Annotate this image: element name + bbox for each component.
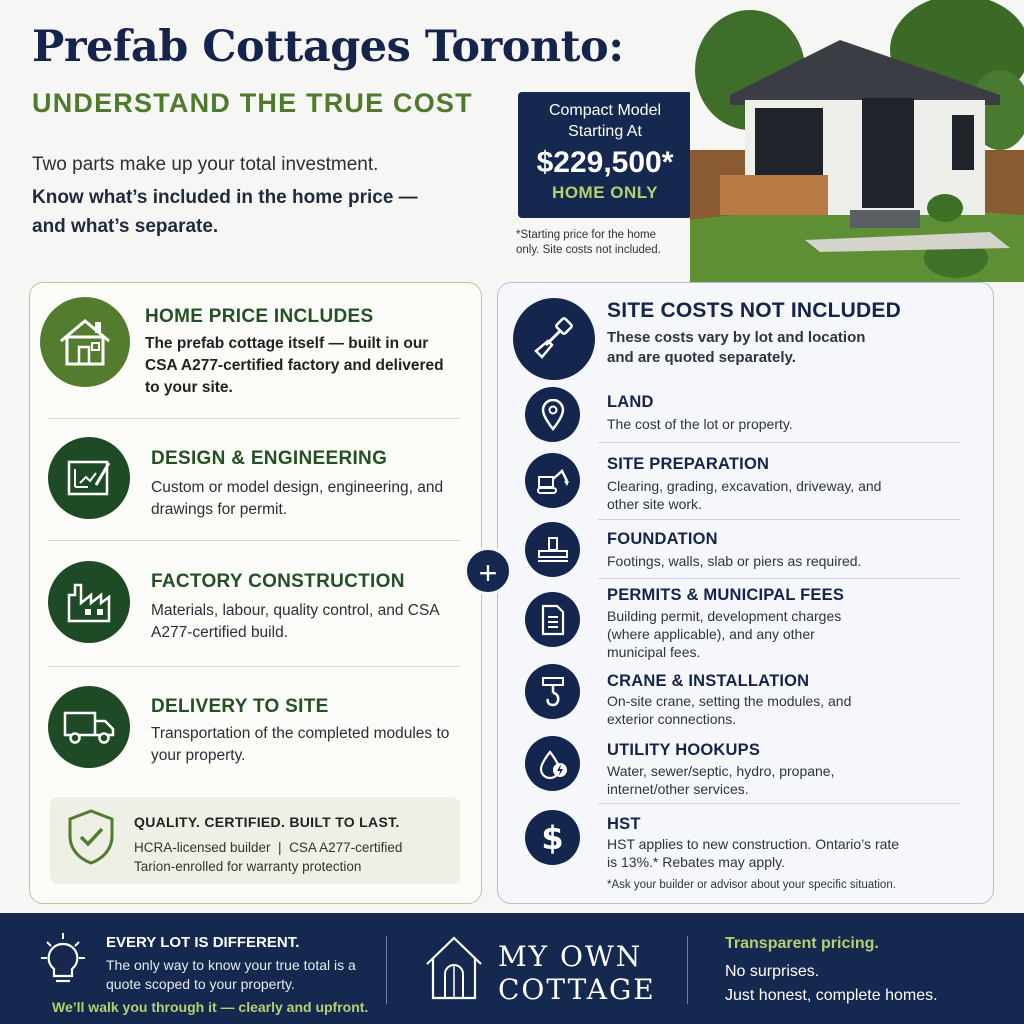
- shield-check-icon: [66, 808, 116, 866]
- location-pin-icon: [525, 387, 580, 442]
- item-title: DESIGN & ENGINEERING: [151, 448, 388, 469]
- price-note: *Starting price for the home only. Site costs not included.: [516, 229, 661, 256]
- item-text: Building permit, development charges (where applicable), and any other municipal fees.: [607, 608, 842, 660]
- intro-text: Two parts make up your total investment.: [32, 154, 379, 175]
- foundation-icon: [525, 522, 580, 577]
- house-icon: [40, 297, 130, 387]
- item-text: Custom or model design, engineering, and drawings for permit.: [151, 479, 444, 518]
- item-title: UTILITY HOOKUPS: [607, 741, 761, 759]
- footer-tagline-green: Transparent pricing.: [725, 935, 879, 952]
- item-text: Materials, labour, quality control, and CSA A277-certified build.: [151, 602, 439, 641]
- item-text: Transportation of the completed modules to your property.: [151, 725, 450, 764]
- document-icon: [525, 592, 580, 647]
- item-title: PERMITS & MUNICIPAL FEES: [607, 586, 845, 604]
- quality-line: HCRA-licensed builder | CSA A277-certified: [134, 840, 403, 855]
- page-subtitle: UNDERSTAND THE TRUE COST: [32, 88, 473, 118]
- footer-heading: EVERY LOT IS DIFFERENT.: [106, 934, 300, 951]
- site-costs-heading: SITE COSTS NOT INCLUDED: [607, 299, 901, 322]
- item-title: HST: [607, 815, 641, 833]
- tagline-line: Just honest, complete homes.: [725, 987, 938, 1004]
- site-costs-text: These costs vary by lot and location and are quoted separately.: [607, 329, 866, 366]
- price-label: Compact Model Starting At: [548, 102, 662, 140]
- tagline-line: No surprises.: [725, 963, 820, 980]
- home-price-text: The prefab cottage itself — built in our CSA A277-certified factory and delivered to your site.: [145, 335, 444, 396]
- quality-heading: QUALITY. CERTIFIED. BUILT TO LAST.: [134, 814, 400, 830]
- footer-divider: [687, 936, 688, 1004]
- shovel-icon: [513, 298, 595, 380]
- footer-divider: [386, 936, 387, 1004]
- item-text: HST applies to new construction. Ontario’s rate is 13%.* Rebates may apply.: [607, 836, 900, 870]
- plus-icon: +: [464, 547, 512, 595]
- item-title: CRANE & INSTALLATION: [607, 672, 810, 690]
- divider: [598, 803, 960, 804]
- price-value: $229,500*: [536, 146, 674, 179]
- page-title: Prefab Cottages Toronto:: [32, 22, 624, 72]
- item-title: SITE PREPARATION: [607, 455, 770, 473]
- lightbulb-icon: [33, 930, 93, 994]
- factory-icon: [48, 561, 130, 643]
- dollar-icon: $: [525, 810, 580, 865]
- divider: [598, 519, 960, 520]
- crane-hook-icon: [525, 664, 580, 719]
- intro-bold-text: Know what’s included in the home price — and what’s separate.: [32, 187, 418, 237]
- item-text: Footings, walls, slab or piers as required.: [607, 553, 862, 569]
- item-text: Clearing, grading, excavation, driveway, and other site work.: [607, 478, 882, 512]
- item-title: DELIVERY TO SITE: [151, 696, 329, 717]
- divider: [598, 578, 960, 579]
- brand-line: COTTAGE: [498, 973, 656, 1006]
- quality-line: Tarion-enrolled for warranty protection: [134, 859, 362, 874]
- divider: [48, 666, 460, 667]
- item-title: LAND: [607, 393, 654, 411]
- cottage-logo-icon: [423, 934, 485, 1002]
- brand-line: MY OWN: [498, 940, 643, 973]
- divider: [48, 418, 460, 419]
- home-price-heading: HOME PRICE INCLUDES: [145, 306, 374, 327]
- price-box: [518, 92, 692, 218]
- site-costs-footnote: *Ask your builder or advisor about your specific situation.: [607, 879, 896, 891]
- blueprint-icon: [48, 437, 130, 519]
- divider: [598, 442, 960, 443]
- brand-logo-text: [498, 940, 656, 1006]
- price-tag: HOME ONLY: [552, 183, 658, 202]
- item-text: Water, sewer/septic, hydro, propane, internet/other services.: [607, 763, 835, 797]
- footer-text: The only way to know your true total is a quote scoped to your property.: [106, 957, 356, 992]
- divider: [48, 540, 460, 541]
- item-text: On-site crane, setting the modules, and exterior connections.: [607, 693, 852, 727]
- item-title: FOUNDATION: [607, 530, 718, 548]
- utility-icon: [525, 736, 580, 791]
- item-text: The cost of the lot or property.: [607, 416, 793, 432]
- excavator-icon: [525, 453, 580, 508]
- footer-green-text: We’ll walk you through it — clearly and upfront.: [52, 999, 369, 1015]
- footer-tagline: [725, 960, 938, 1008]
- quality-text: [134, 838, 402, 876]
- cottage-illustration: [690, 0, 1024, 282]
- item-title: FACTORY CONSTRUCTION: [151, 571, 405, 592]
- truck-icon: [48, 686, 130, 768]
